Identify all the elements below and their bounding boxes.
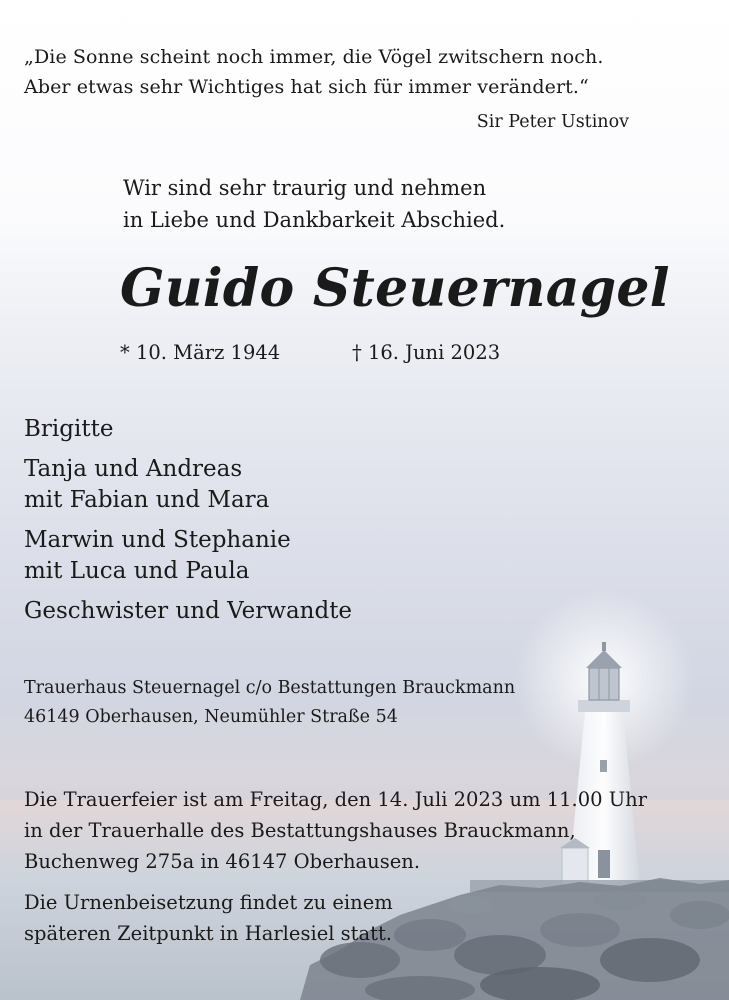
quote-line-1: „Die Sonne scheint noch immer, die Vögel zwitschern noch. — [24, 46, 604, 68]
mourner-line: mit Fabian und Mara — [24, 487, 270, 513]
mourner-line: mit Luca und Paula — [24, 558, 250, 584]
mourning-house-address — [24, 674, 515, 732]
urn-line-2: späteren Zeitpunkt in Harlesiel statt. — [24, 922, 393, 945]
intro-line-1: Wir sind sehr traurig und nehmen — [123, 176, 487, 200]
service-line-2: in der Trauerhalle des Bestattungshauses Brauckmann, — [24, 819, 576, 842]
quote-author: Sir Peter Ustinov — [476, 112, 629, 132]
death-date: † 16. Juni 2023 — [352, 341, 501, 364]
mourner-group — [24, 414, 352, 446]
intro-text — [123, 172, 505, 236]
mourner-line: Geschwister und Verwandte — [24, 597, 353, 624]
intro-line-2: in Liebe und Dankbarkeit Abschied. — [123, 208, 506, 232]
quote-line-2: Aber etwas sehr Wichtiges hat sich für immer verändert.“ — [24, 76, 589, 98]
mourners-list — [24, 414, 352, 635]
mourner-line: Tanja und Andreas — [24, 455, 243, 482]
urn-line-1: Die Urnenbeisetzung findet zu einem — [24, 891, 393, 914]
service-line-3: Buchenweg 275a in 46147 Oberhausen. — [24, 850, 421, 873]
urn-burial-info — [24, 887, 393, 949]
deceased-name: Guido Steuernagel — [120, 258, 670, 319]
mourner-group — [24, 525, 352, 588]
address-line-2: 46149 Oberhausen, Neumühler Straße 54 — [24, 707, 398, 727]
mourner-line: Marwin und Stephanie — [24, 526, 291, 553]
mourner-group — [24, 454, 352, 517]
address-line-1: Trauerhaus Steuernagel c/o Bestattungen Brauckmann — [24, 678, 516, 698]
mourner-line: Brigitte — [24, 416, 114, 442]
mourner-group — [24, 596, 352, 628]
service-line-1: Die Trauerfeier ist am Freitag, den 14. Juli 2023 um 11.00 Uhr — [24, 788, 648, 811]
birth-date: * 10. März 1944 — [120, 341, 281, 364]
funeral-service-info — [24, 784, 647, 877]
opening-quote — [24, 42, 604, 102]
